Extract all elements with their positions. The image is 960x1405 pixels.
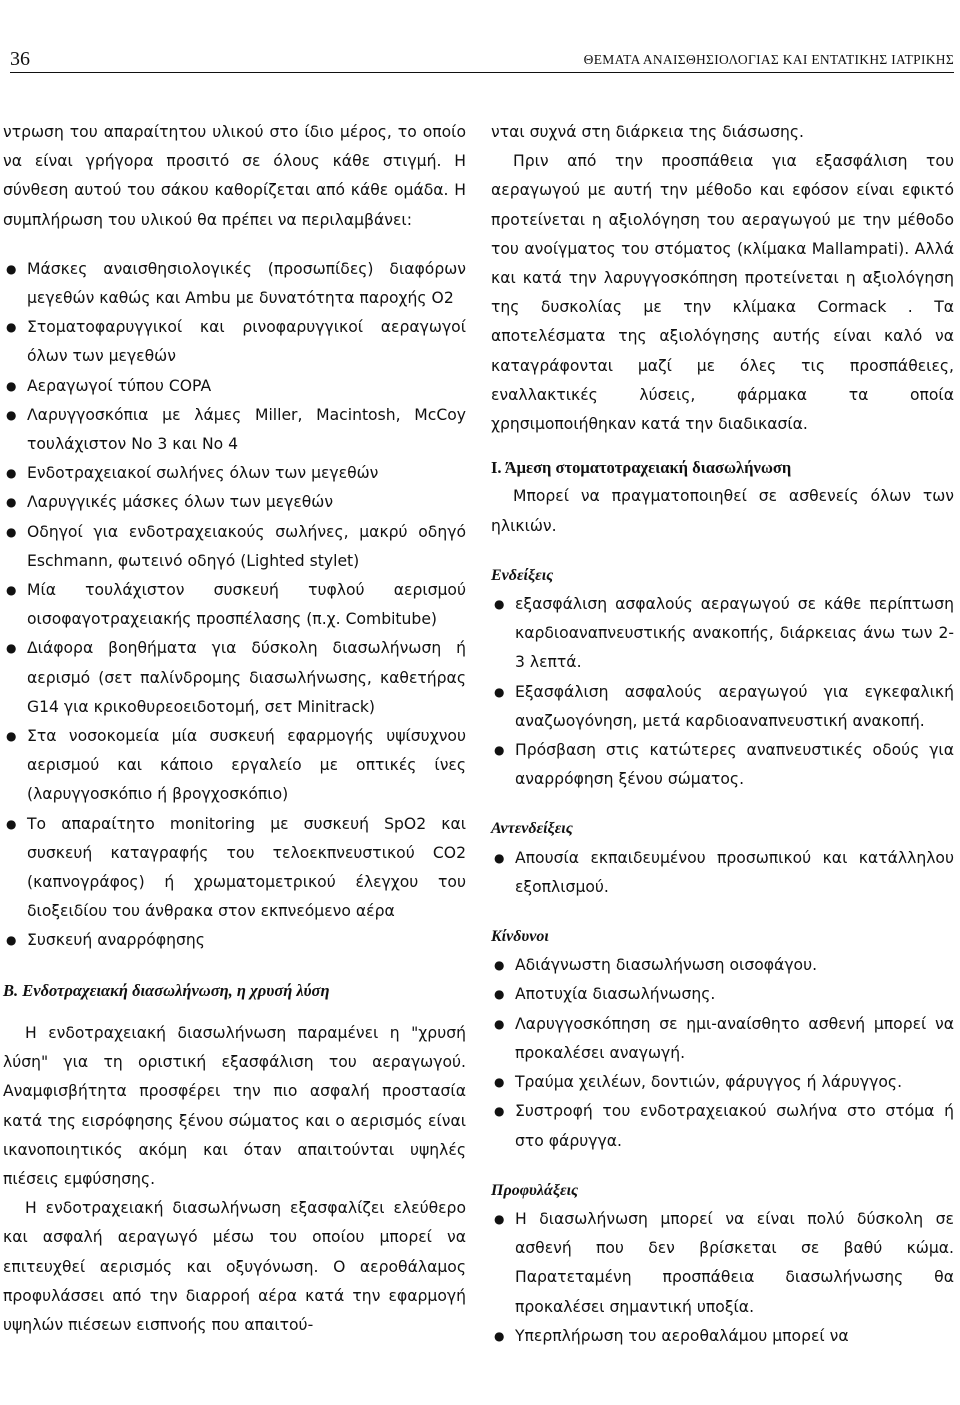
list-item: ● Απουσία εκπαιδευμένου προσωπικού και κατάλληλου εξοπλισμού.	[491, 844, 954, 902]
page-number: 36	[10, 48, 30, 70]
intro-paragraph: ντρωση του απαραίτητου υλικού στο ίδιο μέρος, το οποίο να είναι γρήγορα προσιτό σε όλους κάθε στιγμή. Η σύνθεση αυτού του σάκου καθορίζεται από κάθε ομάδα. Η συμπλήρωση του υλικού θα πρέπει να περιλαμβάνει:	[3, 123, 466, 229]
contraindications-list	[491, 844, 954, 902]
left-column	[3, 118, 466, 1340]
section-i-heading: Ι. Άμεση στοματοτραχειακή διασωλήνωση	[491, 458, 792, 478]
list-item: ● Ενδοτραχειακοί σωλήνες όλων των μεγεθών	[3, 459, 466, 488]
section-b-heading: Β. Ενδοτραχειακή διασωλήνωση, η χρυσή λύση	[3, 980, 330, 1000]
indications-heading: Ενδείξεις	[491, 566, 554, 584]
list-item: ● Τραύμα χειλέων, δοντιών, φάρυγγος ή λάρυγγος.	[491, 1068, 954, 1097]
section-i-paragraph: Μπορεί να πραγματοποιηθεί σε ασθενείς όλων των ηλικιών.	[491, 487, 954, 535]
list-item: ● εξασφάλιση ασφαλούς αεραγωγού σε κάθε περίπτωση καρδιοαναπνευστικής ανακοπής, διάρκειας άνω των 2-3 λεπτά.	[491, 590, 954, 678]
list-item: ● Συστροφή του ενδοτραχειακού σωλήνα στο στόμα ή στο φάρυγγα.	[491, 1097, 954, 1155]
dangers-list	[491, 951, 954, 1155]
page-header	[10, 40, 954, 74]
header-rule	[10, 72, 954, 73]
list-item: ● Πρόσβαση στις κατώτερες αναπνευστικές οδούς για αναρρόφηση ξένου σώματος.	[491, 736, 954, 794]
list-item: ● Διάφορα βοηθήματα για δύσκολη διασωλήνωση ή αερισμό (σετ παλίνδρομης διασωλήνωσης, καθετήρας G14 για κρικοθυρεοειδοτομή, σετ Minitrack)	[3, 634, 466, 722]
list-item: ● Αδιάγνωστη διασωλήνωση οισοφάγου.	[491, 951, 954, 980]
list-item: ● Συσκευή αναρρόφησης	[3, 926, 466, 955]
list-item: ● Εξασφάλιση ασφαλούς αεραγωγού για εγκεφαλική αναζωογόνηση, μετά καρδιοαναπνευστική ανακοπή.	[491, 678, 954, 736]
precautions-list	[491, 1205, 954, 1351]
continued-line: νται συχνά στη διάρκεια της διάσωσης.	[491, 123, 805, 141]
list-item: ● Αεραγωγοί τύπου COPA	[3, 372, 466, 401]
list-item: ● Λαρυγγοσκόπια με λάμες Miller, Macintosh, McCoy τουλάχιστον No 3 και No 4	[3, 401, 466, 459]
list-item: ● Λαρυγγοσκόπηση σε ημι-αναίσθητο ασθενή μπορεί να προκαλέσει αναγωγή.	[491, 1010, 954, 1068]
equipment-list	[3, 255, 466, 956]
running-title: ΘΕΜΑΤΑ ΑΝΑΙΣΘΗΣΙΟΛΟΓΙΑΣ ΚΑΙ ΕΝΤΑΤΙΚΗΣ ΙΑΤΡΙΚΗΣ	[583, 52, 954, 67]
list-item: ● Μάσκες αναισθησιολογικές (προσωπίδες) διαφόρων μεγεθών καθώς και Ambu με δυνατότητα παροχής O2	[3, 255, 466, 313]
indications-list	[491, 590, 954, 794]
list-item: ● Στα νοσοκομεία μία συσκευή εφαρμογής υψίσυχνου αερισμού και κάποιο εργαλείο με οπτικές ίνες (λαρυγγοσκόπιο ή βρογχοσκόπιο)	[3, 722, 466, 810]
list-item: ● Οδηγοί για ενδοτραχειακούς σωλήνες, μακρύ οδηγό Eschmann, φωτεινό οδηγό (Lighted stylet)	[3, 518, 466, 576]
section-b-paragraph: Η ενδοτραχειακή διασωλήνωση εξασφαλίζει ελεύθερο και ασφαλή αεραγωγό μέσω του οποίου μπορεί να επιτευχθεί αερισμός και οξυγόνωση. Ο αεροθάλαμος προφυλάσσει από την διαρροή αέρα κατά την εφαρμογή υψηλών πιέσεων εισπνοής που απαιτού-	[3, 1199, 466, 1334]
assessment-paragraph: Πριν από την προσπάθεια για εξασφάλιση του αεραγωγού με αυτή την μέθοδο και εφόσον είναι εφικτό προτείνεται η αξιολόγηση του αεραγωγού με την μέθοδο του ανοίγματος του στόματος (κλίμακα Mallampati). Αλλά και κατά την λαρυγγοσκόπηση προτείνεται η αξιολόγηση της δυσκολίας με την κλίμακα Cormack . Τα αποτελέσματα της αξιολόγησης αυτής είναι καλό να καταγράφονται μαζί με όλες τις προσπάθειες, εναλλακτικές λύσεις, φάρμακα τα οποία χρησιμοποιήθηκαν κατά την διαδικασία.	[491, 152, 954, 434]
dangers-heading: Κίνδυνοι	[491, 928, 549, 946]
list-item: ● Αποτυχία διασωλήνωσης.	[491, 980, 954, 1009]
list-item: ● Το απαραίτητο monitoring με συσκευή SpO2 και συσκευή καταγραφής του τελοεκπνευστικού CO2 (καπνογράφος) ή χρωματομετρικού έλεγχου του διοξειδίου του άνθρακα στον εκπνεόμενο αέρα	[3, 810, 466, 927]
list-item: ● Στοματοφαρυγγικοί και ρινοφαρυγγικοί αεραγωγοί όλων των μεγεθών	[3, 313, 466, 371]
right-column	[491, 118, 954, 1351]
list-item: ● Η διασωλήνωση μπορεί να είναι πολύ δύσκολη σε ασθενή που δεν βρίσκεται σε βαθύ κώμα. Παρατεταμένη προσπάθεια διασωλήνωσης θα προκαλέσει σημαντική υποξία.	[491, 1205, 954, 1322]
section-b-paragraph: Η ενδοτραχειακή διασωλήνωση παραμένει η "χρυσή λύση" για τη οριστική εξασφάλιση του αεραγωγού. Αναμφισβήτητα προσφέρει την πιο ασφαλή προστασία κατά της εισρόφησης ξένου σώματος και ο αερισμός είναι ικανοποιητικός ακόμη και όταν απαιτούνται υψηλές πιέσεις εμφύσησης.	[3, 1023, 466, 1188]
contraindications-heading: Αντενδείξεις	[491, 820, 573, 838]
list-item: ● Μία τουλάχιστον συσκευή τυφλού αερισμού οισοφαγοτραχειακής προσπέλασης (π.χ. Combitube)	[3, 576, 466, 634]
list-item: ● Υπερπλήρωση του αεροθαλάμου μπορεί να	[491, 1322, 954, 1351]
list-item: ● Λαρυγγικές μάσκες όλων των μεγεθών	[3, 488, 466, 517]
precautions-heading: Προφυλάξεις	[491, 1181, 579, 1199]
